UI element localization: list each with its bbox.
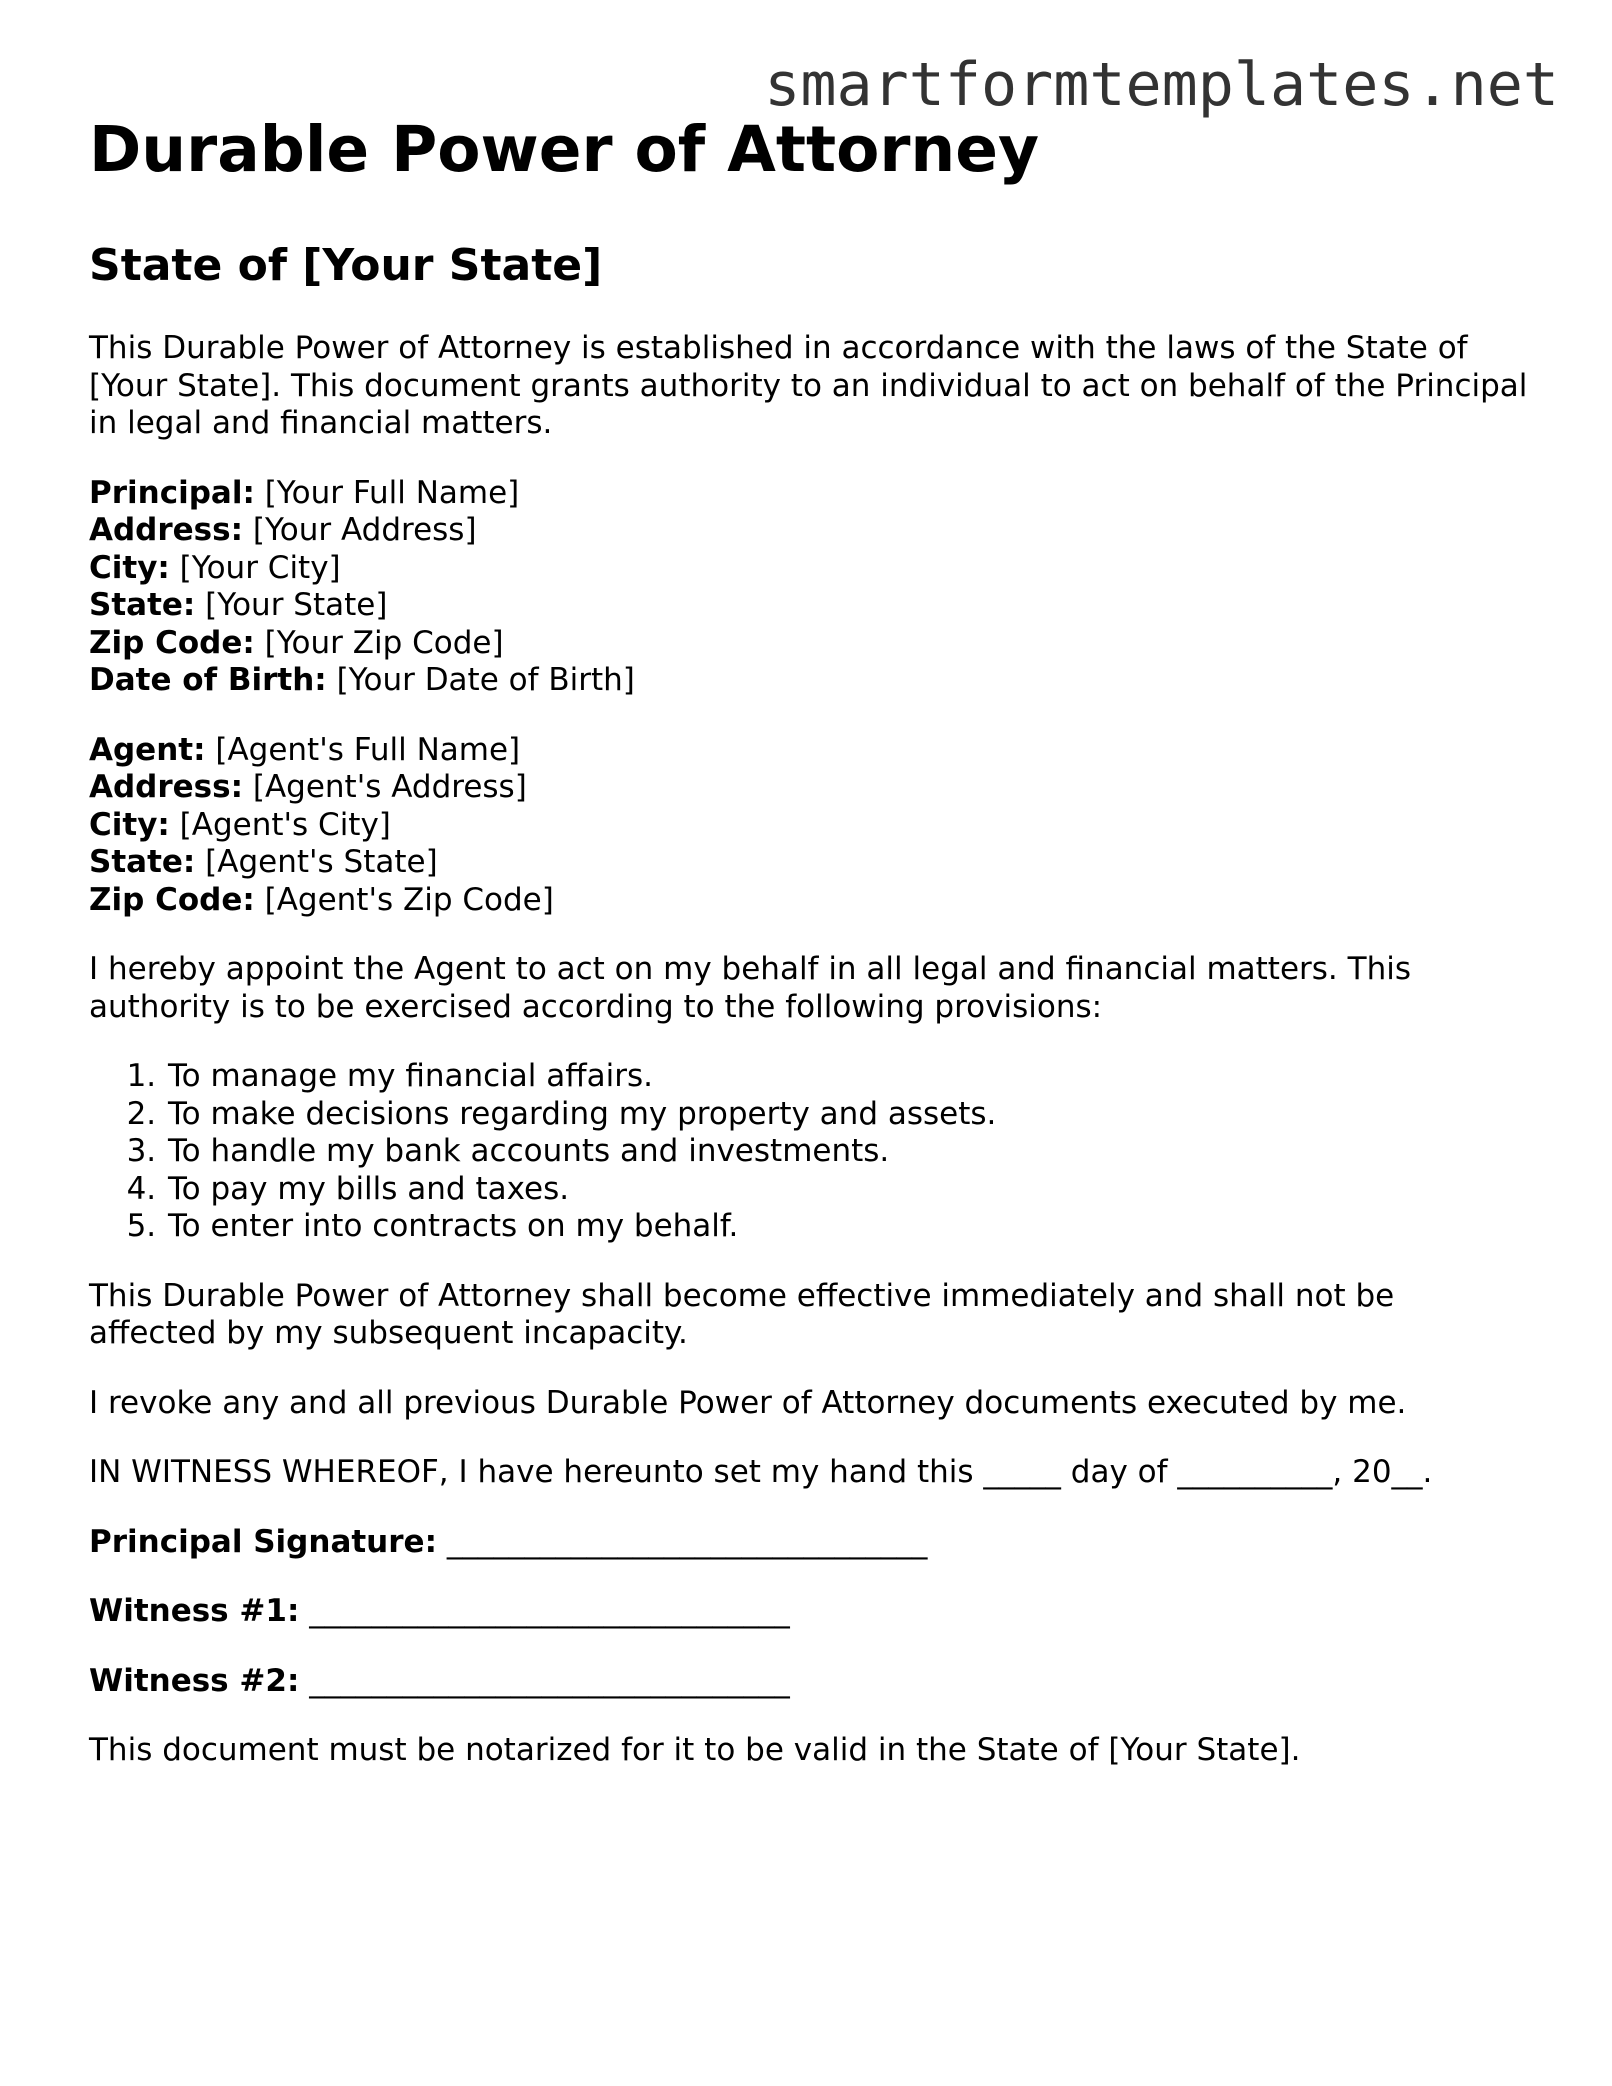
- agent-name-value: [Agent's Full Name]: [215, 731, 521, 768]
- agent-state-value: [Agent's State]: [205, 844, 438, 880]
- principal-name-line: [89, 475, 1529, 513]
- principal-state-label: State:: [89, 587, 196, 623]
- effective-paragraph: This Durable Power of Attorney shall become effective immediately and shall not be affected by my subsequent incapacity.: [89, 1277, 1395, 1351]
- witness2-signature-label: Witness #2:: [89, 1662, 300, 1699]
- agent-state-label: State:: [89, 844, 196, 880]
- principal-city-line: [89, 550, 1529, 588]
- witness2-signature-blank: _______________________________: [309, 1662, 790, 1699]
- principal-address-line: [89, 512, 1529, 550]
- principal-signature-line: [89, 1524, 1529, 1562]
- principal-city-label: City:: [89, 549, 170, 586]
- principal-signature-label: Principal Signature:: [89, 1523, 437, 1560]
- witness-whereof-paragraph: IN WITNESS WHEREOF, I have hereunto set my hand this _____ day of __________, 20__.: [89, 1454, 1433, 1490]
- principal-signature-blank: _______________________________: [446, 1523, 928, 1560]
- provision-item: 4. To pay my bills and taxes.: [166, 1171, 1529, 1209]
- agent-name-label: Agent:: [89, 731, 206, 768]
- principal-name-label: Principal:: [89, 474, 255, 511]
- principal-state-value: [Your State]: [205, 587, 388, 623]
- agent-city-line: [89, 807, 1529, 845]
- agent-block: [89, 732, 1529, 920]
- principal-address-value: [Your Address]: [252, 512, 477, 548]
- witness2-signature-line: [89, 1663, 1529, 1701]
- watermark-text: smartformtemplates.net: [764, 50, 1559, 120]
- document-title: Durable Power of Attorney: [89, 113, 1040, 186]
- provision-item: 1. To manage my financial affairs.: [166, 1058, 1529, 1096]
- document-subtitle: State of [Your State]: [89, 240, 603, 291]
- agent-zip-label: Zip Code:: [89, 881, 255, 918]
- principal-zip-value: [Your Zip Code]: [264, 624, 504, 661]
- provision-item: 5. To enter into contracts on my behalf.: [166, 1208, 1529, 1246]
- notarize-paragraph: This document must be notarized for it to be valid in the State of [Your State].: [89, 1732, 1301, 1768]
- principal-state-line: [89, 587, 1529, 625]
- principal-city-value: [Your City]: [179, 549, 341, 586]
- witness1-signature-line: [89, 1593, 1529, 1631]
- revoke-paragraph: I revoke any and all previous Durable Power of Attorney documents executed by me.: [89, 1384, 1407, 1421]
- principal-zip-line: [89, 625, 1529, 663]
- agent-name-line: [89, 732, 1529, 770]
- agent-zip-line: [89, 882, 1529, 920]
- principal-dob-label: Date of Birth:: [89, 662, 327, 698]
- agent-state-line: [89, 844, 1529, 882]
- witness1-signature-label: Witness #1:: [89, 1593, 300, 1629]
- agent-zip-value: [Agent's Zip Code]: [264, 881, 554, 918]
- agent-address-line: [89, 769, 1529, 807]
- provision-item: 2. To make decisions regarding my property and assets.: [166, 1096, 1529, 1134]
- principal-dob-value: [Your Date of Birth]: [336, 662, 635, 698]
- appointment-paragraph: I hereby appoint the Agent to act on my behalf in all legal and financial matters. This authority is to be exercised according to the following provisions:: [89, 951, 1411, 1025]
- intro-paragraph: This Durable Power of Attorney is established in accordance with the laws of the State of [Your State]. This document grants authority to an individual to act on behalf of the Principal in legal and financial matters.: [89, 330, 1528, 441]
- document-body: [89, 110, 1529, 1770]
- principal-zip-label: Zip Code:: [89, 624, 255, 661]
- agent-address-value: [Agent's Address]: [252, 769, 527, 805]
- witness1-signature-blank: _______________________________: [309, 1593, 790, 1629]
- principal-block: [89, 475, 1529, 700]
- principal-address-label: Address:: [89, 512, 243, 548]
- provision-item: 3. To handle my bank accounts and investments.: [166, 1133, 1529, 1171]
- principal-name-value: [Your Full Name]: [264, 474, 520, 511]
- agent-city-value: [Agent's City]: [179, 806, 391, 843]
- agent-address-label: Address:: [89, 769, 243, 805]
- agent-city-label: City:: [89, 806, 170, 843]
- provisions-list: [89, 1058, 1529, 1246]
- principal-dob-line: [89, 662, 1529, 700]
